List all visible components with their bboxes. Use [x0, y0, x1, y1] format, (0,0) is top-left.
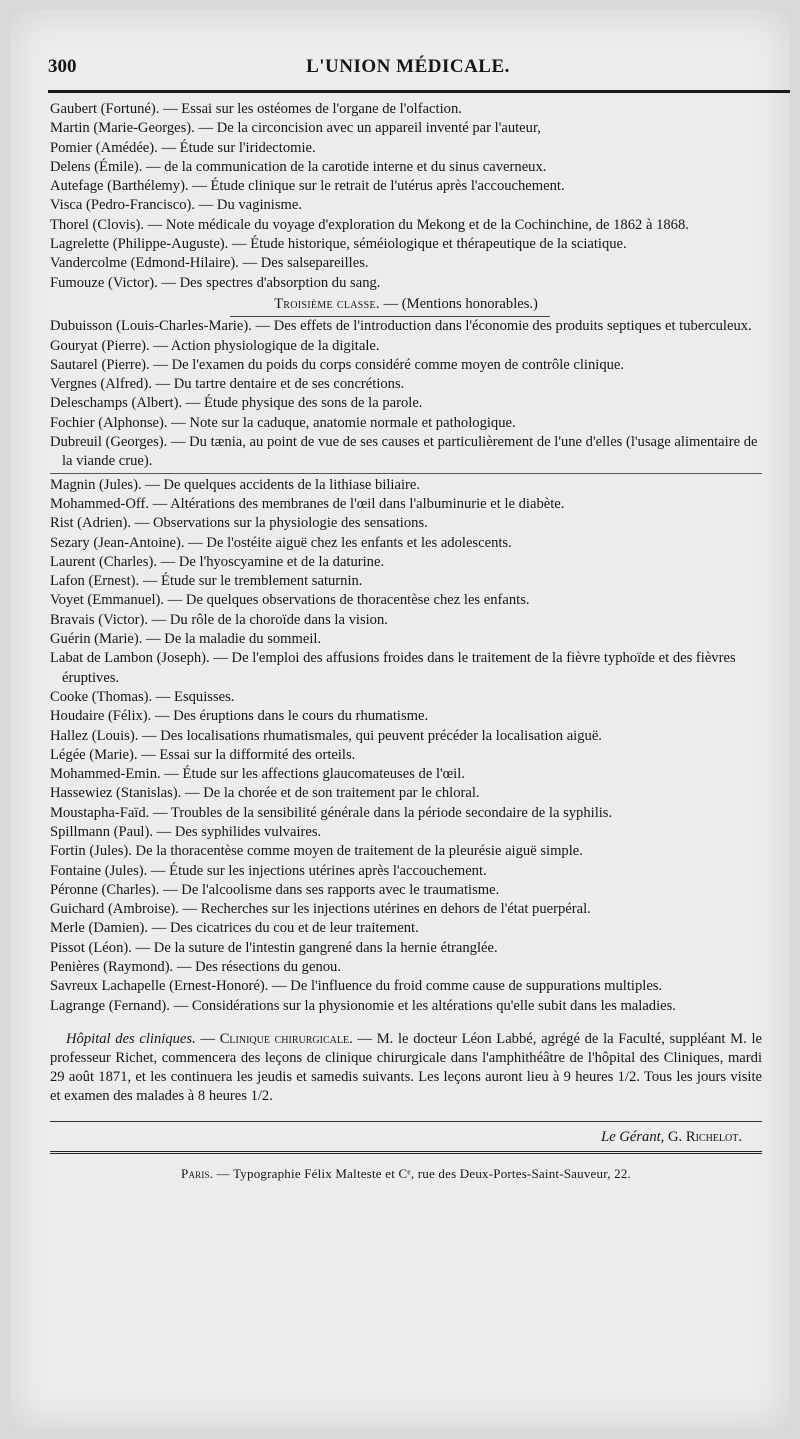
thesis-entry: Fontaine (Jules). — Étude sur les injections utérines après l'accouchement. — [50, 862, 487, 879]
clinic-notice — [50, 1030, 762, 1106]
thesis-entry: Spillmann (Paul). — Des syphilides vulvaires. — [50, 823, 322, 840]
thesis-entry: Sautarel (Pierre). — De l'examen du poids du corps considéré comme moyen de contrôle clinique. — [50, 356, 625, 373]
thesis-entry: Bravais (Victor). — Du rôle de la choroïde dans la vision. — [50, 611, 388, 628]
thesis-entry: Lagrange (Fernand). — Considérations sur la physionomie et les altérations qu'elle subit dans les maladies. — [50, 997, 676, 1014]
thesis-entry: Mohammed-Emin. — Étude sur les affections glaucomateuses de l'œil. — [50, 766, 465, 783]
thesis-entry: Guérin (Marie). — De la maladie du sommeil. — [50, 631, 322, 648]
thesis-entry: Vandercolme (Edmond-Hilaire). — Des salsepareilles. — [50, 255, 369, 272]
thesis-entry: Lafon (Ernest). — Étude sur le tremblement saturnin. — [50, 573, 363, 590]
thesis-entry: Hallez (Louis). — Des localisations rhumatismales, qui peuvent précéder la localisation aiguë. — [50, 727, 602, 744]
page-header — [48, 50, 768, 90]
thesis-entry: Dubreuil (Georges). — Du tænia, au point de vue de ses causes et particulièrement de l'une d'elles (l'usage alimentaire de la viande crue). — [50, 434, 758, 470]
page-content — [50, 100, 762, 1183]
thesis-entry: Fortin (Jules). De la thoracentèse comme moyen de traitement de la pleurésie aiguë simple. — [50, 843, 583, 860]
journal-title: L'UNION MÉDICALE. — [306, 56, 510, 77]
section-divider — [50, 473, 762, 474]
thesis-entry: Cooke (Thomas). — Esquisses. — [50, 688, 235, 705]
page-number: 300 — [48, 56, 77, 77]
signature-role: Le Gérant, — [601, 1128, 665, 1145]
section-heading-label: Troisième classe. — [274, 295, 380, 312]
thesis-entry: Vergnes (Alfred). — Du tartre dentaire et de ses concrétions. — [50, 376, 405, 393]
thesis-entry: Deleschamps (Albert). — Étude physique des sons de la parole. — [50, 395, 423, 412]
thesis-entry: Penières (Raymond). — Des résections du genou. — [50, 959, 341, 976]
thesis-entry: Gouryat (Pierre). — Action physiologique de la digitale. — [50, 337, 380, 354]
header-rule — [48, 90, 790, 93]
imprint-city: Paris. — [181, 1165, 214, 1181]
thesis-entry: Martin (Marie-Georges). — De la circoncision avec un appareil inventé par l'auteur, — [50, 120, 541, 137]
thesis-entry: Moustapha-Faïd. — Troubles de la sensibilité générale dans la période secondaire de la syphilis. — [50, 804, 613, 821]
thesis-entry: Guichard (Ambroise). — Recherches sur les injections utérines en dehors de l'état puerpéral. — [50, 901, 591, 918]
thesis-entry: Péronne (Charles). — De l'alcoolisme dans ses rapports avec le traumatisme. — [50, 881, 500, 898]
signature-name: G. Richelot. — [668, 1128, 742, 1145]
imprint-text: — Typographie Félix Malteste et Cᵉ, rue des Deux-Portes-Saint-Sauveur, 22. — [216, 1165, 631, 1181]
thesis-entry: Labat de Lambon (Joseph). — De l'emploi des affusions froides dans le traitement de la fièvre typhoïde et des fièvres éruptives. — [50, 650, 736, 686]
thesis-entry: Laurent (Charles). — De l'hyoscyamine et de la daturine. — [50, 553, 385, 570]
thesis-entry: Delens (Émile). — de la communication de la carotide interne et du sinus caverneux. — [50, 158, 547, 175]
signature — [50, 1128, 762, 1147]
thesis-entry: Voyet (Emmanuel). — De quelques observations de thoracentèse chez les enfants. — [50, 592, 530, 609]
notice-text: — M. le docteur Léon Labbé, agrégé de la Faculté, suppléant M. le professeur Richet, commencera des leçons de clinique chirurgicale dans l'amphithéâtre de l'hôpital des Cliniques, mardi 29 août 1871, et les continuera les jeudis et samedis suivants. Les leçons auront lieu à 9 heures 1/2. Tous les jours visite et examen des malades à 8 heures 1/2. — [50, 1030, 762, 1104]
thesis-entry: Hassewiez (Stanislas). — De la chorée et de son traitement par le chloral. — [50, 785, 480, 802]
thesis-list-second-class — [50, 100, 762, 293]
thesis-entry: Légée (Marie). — Essai sur la difformité des orteils. — [50, 746, 356, 763]
thesis-entry: Pomier (Amédée). — Étude sur l'iridectomie. — [50, 139, 316, 156]
thesis-entry: Gaubert (Fortuné). — Essai sur les ostéomes de l'organe de l'olfaction. — [50, 101, 462, 117]
thesis-entry: Magnin (Jules). — De quelques accidents de la lithiase biliaire. — [50, 476, 421, 493]
thesis-entry: Merle (Damien). — Des cicatrices du cou et de leur traitement. — [50, 920, 419, 937]
thesis-entry: Thorel (Clovis). — Note médicale du voyage d'exploration du Mekong et de la Cochinchine, de 1862 à 1868. — [50, 216, 689, 233]
thesis-entry: Sezary (Jean-Antoine). — De l'ostéite aiguë chez les enfants et les adolescents. — [50, 534, 512, 551]
thesis-entry: Fumouze (Victor). — Des spectres d'absorption du sang. — [50, 274, 381, 291]
thesis-entry: Houdaire (Félix). — Des éruptions dans le cours du rhumatisme. — [50, 708, 429, 725]
thesis-entry: Lagrelette (Philippe-Auguste). — Étude historique, séméiologique et thérapeutique de la sciatique. — [50, 236, 627, 253]
thesis-list-third-class — [50, 317, 762, 471]
thesis-entry: Fochier (Alphonse). — Note sur la caduque, anatomie normale et pathologique. — [50, 414, 516, 431]
thesis-entry: Dubuisson (Louis-Charles-Marie). — Des effets de l'introduction dans l'économie des produits septiques et tuberculeux. — [50, 318, 752, 335]
printer-imprint — [50, 1164, 762, 1183]
footer-rule — [50, 1121, 762, 1122]
thesis-list-continued — [50, 476, 762, 1016]
notice-clinic: — Clinique chirurgicale. — [200, 1030, 353, 1047]
thesis-entry: Mohammed-Off. — Altérations des membranes de l'œil dans l'albuminurie et le diabète. — [50, 495, 565, 512]
section-heading — [50, 295, 762, 314]
imprint-rule — [50, 1151, 762, 1154]
thesis-entry: Visca (Pedro-Francisco). — Du vaginisme. — [50, 197, 303, 214]
thesis-entry: Pissot (Léon). — De la suture de l'intestin gangrené dans la hernie étranglée. — [50, 939, 498, 956]
thesis-entry: Savreux Lachapelle (Ernest-Honoré). — De l'influence du froid comme cause de suppurations multiples. — [50, 978, 663, 995]
thesis-entry: Autefage (Barthélemy). — Étude clinique sur le retrait de l'utérus après l'accouchement. — [50, 178, 565, 195]
thesis-entry: Rist (Adrien). — Observations sur la physiologie des sensations. — [50, 515, 428, 532]
notice-hospital: Hôpital des cliniques. — [66, 1030, 196, 1047]
journal-page — [10, 10, 790, 1429]
section-heading-detail: — (Mentions honorables.) — [383, 295, 538, 312]
